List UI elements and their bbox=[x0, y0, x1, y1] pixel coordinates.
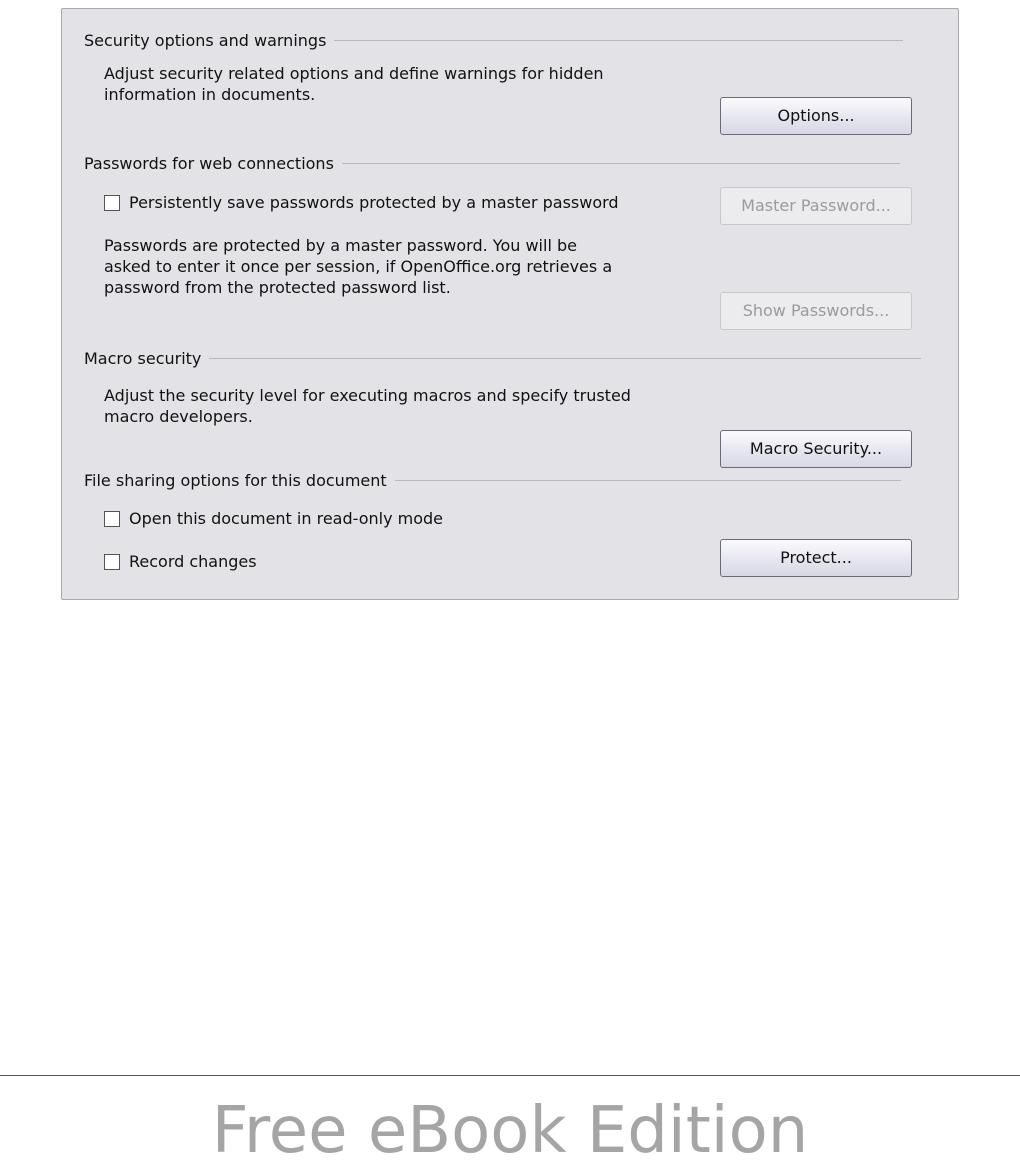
security-options-heading-text: Security options and warnings bbox=[84, 31, 327, 50]
file-sharing-heading-text: File sharing options for this document bbox=[84, 471, 387, 490]
description-line: Adjust the security level for executing macros and specify trusted bbox=[104, 386, 631, 405]
web-passwords-description bbox=[104, 235, 612, 298]
options-button[interactable]: Options... bbox=[720, 97, 912, 135]
description-line: password from the protected password list. bbox=[104, 278, 451, 297]
section-divider bbox=[342, 163, 900, 164]
macro-security-heading-text: Macro security bbox=[84, 349, 202, 368]
web-passwords-heading bbox=[84, 154, 900, 173]
description-line: asked to enter it once per session, if OpenOffice.org retrieves a bbox=[104, 257, 613, 276]
readonly-option[interactable] bbox=[104, 509, 443, 528]
readonly-checkbox[interactable] bbox=[104, 511, 120, 527]
security-options-description bbox=[104, 63, 604, 105]
record-changes-option[interactable] bbox=[104, 552, 257, 571]
protect-button[interactable]: Protect... bbox=[720, 539, 912, 577]
security-options-dialog bbox=[52, 0, 970, 612]
persist-passwords-option[interactable] bbox=[104, 193, 619, 212]
section-divider bbox=[334, 40, 903, 41]
edition-label: Free eBook Edition bbox=[211, 1094, 809, 1168]
master-password-button[interactable]: Master Password... bbox=[720, 187, 912, 225]
persist-passwords-label[interactable]: Persistently save passwords protected by a master password bbox=[129, 193, 619, 212]
description-line: Adjust security related options and define warnings for hidden bbox=[104, 64, 604, 83]
file-sharing-heading bbox=[84, 471, 901, 490]
security-options-panel bbox=[61, 8, 959, 600]
security-options-heading bbox=[84, 31, 903, 50]
macro-security-description bbox=[104, 385, 631, 427]
web-passwords-heading-text: Passwords for web connections bbox=[84, 154, 334, 173]
footer-divider bbox=[0, 1075, 1020, 1076]
record-changes-label[interactable]: Record changes bbox=[129, 552, 257, 571]
persist-passwords-checkbox[interactable] bbox=[104, 195, 120, 211]
readonly-label[interactable]: Open this document in read-only mode bbox=[129, 509, 443, 528]
record-changes-checkbox[interactable] bbox=[104, 554, 120, 570]
description-line: macro developers. bbox=[104, 407, 253, 426]
description-line: Passwords are protected by a master password. You will be bbox=[104, 236, 577, 255]
section-divider bbox=[209, 358, 921, 359]
macro-security-button[interactable]: Macro Security... bbox=[720, 430, 912, 468]
section-divider bbox=[395, 480, 901, 481]
show-passwords-button[interactable]: Show Passwords... bbox=[720, 292, 912, 330]
macro-security-heading bbox=[84, 349, 921, 368]
description-line: information in documents. bbox=[104, 85, 316, 104]
